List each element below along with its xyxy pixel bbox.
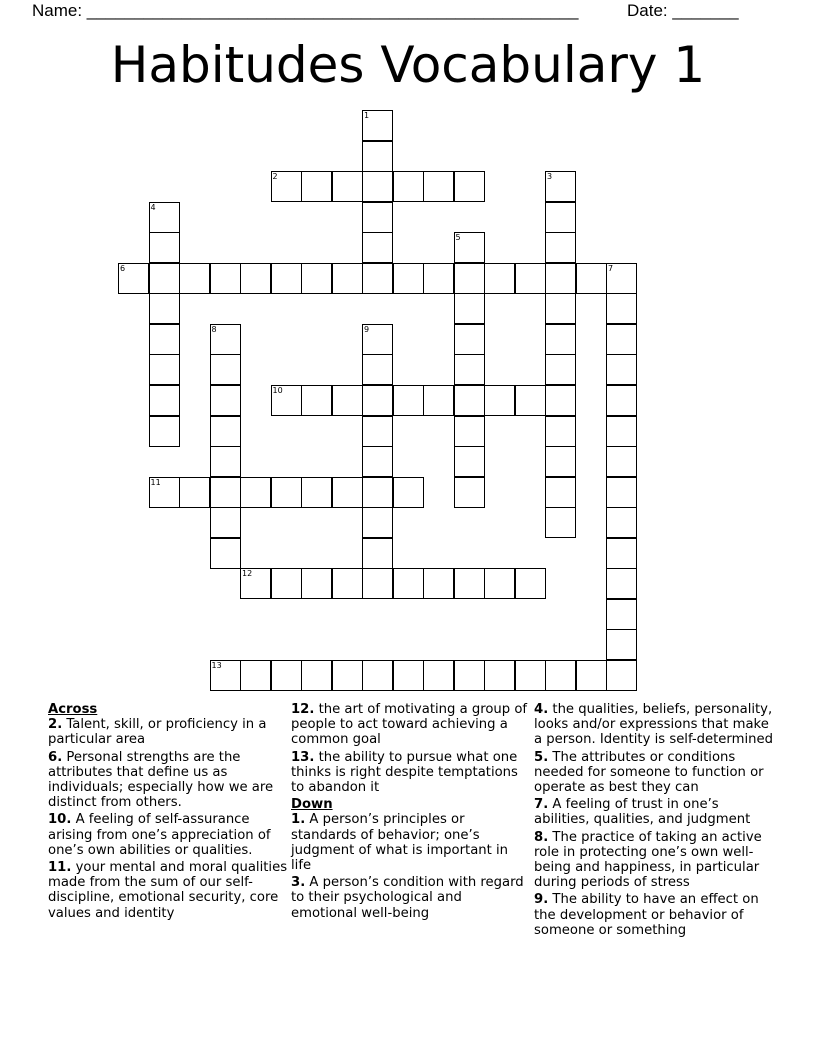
clue-number: 5 (534, 749, 544, 765)
clue-number: 8 (534, 829, 544, 845)
grid-cell[interactable] (271, 171, 302, 202)
grid-cell[interactable] (332, 568, 363, 599)
grid-cell[interactable] (606, 416, 637, 447)
grid-cell[interactable] (393, 568, 424, 599)
grid-cell[interactable] (393, 263, 424, 294)
grid-cell[interactable] (362, 477, 393, 508)
grid-cell[interactable] (271, 660, 302, 691)
grid-cell[interactable] (210, 354, 241, 385)
grid-cell[interactable] (606, 507, 637, 538)
clue-text: The attributes or conditions needed for someone to function or operate as best they can (534, 749, 764, 796)
grid-cell[interactable] (484, 568, 515, 599)
grid-cell[interactable] (515, 385, 546, 416)
grid-cell[interactable] (393, 660, 424, 691)
grid-cell[interactable] (149, 354, 180, 385)
grid-cell[interactable] (149, 293, 180, 324)
clue-down-5: 5. The attributes or conditions needed for someone to function or operate as best they can (534, 749, 764, 796)
grid-cell[interactable] (240, 263, 271, 294)
grid-cell[interactable] (393, 385, 424, 416)
clue-text: A person’s principles or standards of behavior; one’s judgment of what is important in life (291, 812, 509, 874)
cell-number: 1 (364, 111, 370, 120)
grid-cell[interactable] (240, 477, 271, 508)
clue-across-12: 12. the art of motivating a group of people to act toward achieving a common goal (291, 702, 528, 748)
clues-column-2 (291, 702, 531, 923)
clue-across-2: 2. Talent, skill, or proficiency in a particular area (48, 717, 267, 748)
grid-cell[interactable] (362, 660, 393, 691)
grid-cell[interactable] (332, 385, 363, 416)
grid-cell[interactable] (362, 538, 393, 569)
grid-cell[interactable] (271, 385, 302, 416)
grid-cell[interactable] (454, 324, 485, 355)
cell-number: 11 (150, 477, 161, 487)
cell-number: 5 (455, 233, 461, 243)
grid-cell[interactable] (606, 660, 637, 691)
grid-cell[interactable] (545, 293, 576, 324)
date-field[interactable]: Date: _______ (627, 1, 739, 20)
grid-cell[interactable] (332, 660, 363, 691)
cell-number: 13 (211, 660, 222, 670)
grid-cell[interactable] (545, 416, 576, 447)
clues-column-3 (534, 702, 774, 940)
clue-across-13: 13. the ability to pursue what one thinks is right despite temptations to abandon it (291, 749, 518, 796)
cell-number: 9 (364, 324, 370, 334)
page-title: Habitudes Vocabulary 1 (110, 36, 706, 94)
clue-down-7: 7. A feeling of trust in one’s abilities, qualities, and judgment (534, 797, 751, 828)
grid-cell[interactable] (301, 660, 332, 691)
grid-cell[interactable] (210, 263, 241, 294)
grid-cell[interactable] (149, 263, 180, 294)
grid-cell[interactable] (210, 446, 241, 477)
clue-text: The ability to have an effect on the development or behavior of someone or something (534, 892, 759, 938)
grid-cell[interactable] (240, 568, 271, 599)
grid-cell[interactable] (606, 354, 637, 385)
grid-cell[interactable] (423, 385, 454, 416)
grid-cell[interactable] (210, 416, 241, 447)
grid-cell[interactable] (454, 385, 485, 416)
grid-cell[interactable] (423, 660, 454, 691)
cell-number: 8 (211, 324, 217, 334)
grid-cell[interactable] (576, 263, 607, 294)
grid-cell[interactable] (393, 171, 424, 202)
grid-cell[interactable] (576, 660, 607, 691)
clue-text: A person’s condition with regard to their psychological and emotional well-being (291, 875, 524, 921)
grid-cell[interactable] (454, 568, 485, 599)
grid-cell[interactable] (606, 629, 637, 660)
grid-cell[interactable] (179, 477, 210, 508)
across-heading: Across (48, 702, 98, 717)
grid-cell[interactable] (545, 263, 576, 294)
grid-cell[interactable] (271, 568, 302, 599)
grid-cell[interactable] (149, 324, 180, 355)
grid-cell[interactable] (545, 477, 576, 508)
clue-down-1: 1. A person’s principles or standards of behavior; one’s judgment of what is important in life (291, 812, 509, 874)
clue-number: 4 (534, 702, 544, 717)
grid-cell[interactable] (606, 477, 637, 508)
grid-cell[interactable] (484, 660, 515, 691)
clue-text: your mental and moral qualities made from the sum of our self-discipline, emotional security, core values and identity (48, 860, 288, 921)
grid-cell[interactable] (118, 263, 149, 294)
clue-number: 11 (48, 860, 67, 876)
grid-cell[interactable] (515, 568, 546, 599)
cell-number: 2 (272, 172, 278, 182)
clue-text: the ability to pursue what one thinks is right despite temptations to abandon it (291, 749, 518, 796)
grid-cell[interactable] (454, 446, 485, 477)
grid-cell[interactable] (362, 110, 393, 141)
grid-cell[interactable] (362, 385, 393, 416)
grid-cell[interactable] (606, 324, 637, 355)
grid-cell[interactable] (301, 171, 332, 202)
grid-cell[interactable] (454, 416, 485, 447)
grid-cell[interactable] (515, 263, 546, 294)
grid-cell[interactable] (515, 660, 546, 691)
clue-number: 10 (48, 812, 67, 828)
grid-cell[interactable] (423, 263, 454, 294)
clue-text: Personal strengths are the attributes that define us as individuals; especially how we are distinct from others. (48, 749, 274, 811)
grid-cell[interactable] (362, 171, 393, 202)
grid-cell[interactable] (240, 660, 271, 691)
grid-cell[interactable] (301, 477, 332, 508)
grid-cell[interactable] (606, 568, 637, 599)
grid-cell[interactable] (332, 263, 363, 294)
grid-cell[interactable] (362, 354, 393, 385)
clue-number: 2 (48, 717, 58, 733)
grid-cell[interactable] (332, 477, 363, 508)
grid-cell[interactable] (484, 385, 515, 416)
grid-cell[interactable] (454, 477, 485, 508)
grid-cell[interactable] (149, 477, 180, 508)
grid-cell[interactable] (301, 568, 332, 599)
grid-cell[interactable] (271, 263, 302, 294)
grid-cell[interactable] (362, 232, 393, 263)
down-heading: Down (291, 797, 333, 813)
grid-cell[interactable] (454, 232, 485, 263)
clue-text: Talent, skill, or proficiency in a particular area (48, 717, 267, 748)
cell-number: 12 (242, 569, 253, 579)
grid-cell[interactable] (210, 477, 241, 508)
clue-across-10: 10. A feeling of self-assurance arising from one’s appreciation of one’s own abilities or qualities. (48, 812, 271, 858)
cell-number: 3 (547, 172, 553, 182)
grid-cell[interactable] (362, 416, 393, 447)
clue-text: the qualities, beliefs, personality, looks and/or expressions that make a person. Identity is self-determined (534, 702, 773, 748)
grid-cell[interactable] (454, 293, 485, 324)
grid-cell[interactable] (179, 263, 210, 294)
grid-cell[interactable] (301, 385, 332, 416)
grid-cell[interactable] (545, 446, 576, 477)
clue-number: 7 (534, 797, 544, 813)
clue-number: 1 (291, 812, 301, 828)
grid-cell[interactable] (545, 507, 576, 538)
grid-cell[interactable] (606, 293, 637, 324)
grid-cell[interactable] (545, 660, 576, 691)
clue-down-8: 8. The practice of taking an active role in protecting one’s own well-being and happiness, in particular during periods of stress (534, 829, 762, 891)
clues-column-1 (48, 702, 288, 923)
grid-cell[interactable] (545, 324, 576, 355)
clue-text: A feeling of self-assurance arising from one’s appreciation of one’s own abilities or qualities. (48, 812, 271, 858)
cell-number: 10 (272, 385, 283, 395)
grid-cell[interactable] (606, 263, 637, 294)
clue-down-9: 9. The ability to have an effect on the development or behavior of someone or something (534, 892, 759, 938)
grid-cell[interactable] (149, 416, 180, 447)
cell-number: 4 (150, 202, 156, 212)
clue-number: 12 (291, 702, 310, 717)
grid-cell[interactable] (362, 324, 393, 355)
grid-cell[interactable] (454, 660, 485, 691)
grid-cell[interactable] (210, 385, 241, 416)
grid-cell[interactable] (393, 477, 424, 508)
grid-cell[interactable] (545, 385, 576, 416)
grid-cell[interactable] (271, 477, 302, 508)
grid-cell[interactable] (210, 538, 241, 569)
grid-cell[interactable] (149, 202, 180, 233)
grid-cell[interactable] (545, 232, 576, 263)
grid-cell[interactable] (454, 354, 485, 385)
grid-cell[interactable] (149, 232, 180, 263)
grid-cell[interactable] (149, 385, 180, 416)
grid-cell[interactable] (545, 171, 576, 202)
clue-across-6: 6. Personal strengths are the attributes that define us as individuals; especially how we are distinct from others. (48, 749, 274, 811)
grid-cell[interactable] (423, 171, 454, 202)
grid-cell[interactable] (606, 385, 637, 416)
grid-cell[interactable] (362, 507, 393, 538)
clue-number: 3 (291, 875, 301, 891)
clue-number: 13 (291, 749, 310, 765)
clue-text: A feeling of trust in one’s abilities, qualities, and judgment (534, 797, 751, 828)
grid-cell[interactable] (484, 263, 515, 294)
name-field[interactable]: Name: ____________________________________________________ (32, 1, 579, 20)
cell-number: 6 (120, 263, 126, 273)
clue-text: The practice of taking an active role in protecting one’s own well-being and happiness, in particular during periods of stress (534, 829, 762, 891)
grid-cell[interactable] (454, 171, 485, 202)
grid-cell[interactable] (210, 324, 241, 355)
clue-number: 6 (48, 749, 58, 765)
grid-cell[interactable] (362, 141, 393, 172)
grid-cell[interactable] (362, 202, 393, 233)
grid-cell[interactable] (362, 568, 393, 599)
grid-cell[interactable] (210, 660, 241, 691)
grid-cell[interactable] (362, 446, 393, 477)
grid-cell[interactable] (606, 538, 637, 569)
clue-down-4: 4. the qualities, beliefs, personality, looks and/or expressions that make a person. Identity is self-determined (534, 702, 773, 748)
grid-cell[interactable] (454, 263, 485, 294)
grid-cell[interactable] (210, 507, 241, 538)
grid-cell[interactable] (332, 171, 363, 202)
grid-cell[interactable] (606, 599, 637, 630)
grid-cell[interactable] (301, 263, 332, 294)
grid-cell[interactable] (545, 354, 576, 385)
clue-down-3: 3. A person’s condition with regard to their psychological and emotional well-being (291, 875, 524, 921)
clue-number: 9 (534, 892, 544, 908)
clue-across-11: 11. your mental and moral qualities made from the sum of our self-discipline, emotional security, core values and identity (48, 860, 288, 921)
grid-cell[interactable] (545, 202, 576, 233)
cell-number: 7 (608, 263, 614, 273)
grid-cell[interactable] (362, 263, 393, 294)
clue-text: the art of motivating a group of people to act toward achieving a common goal (291, 702, 528, 748)
grid-cell[interactable] (606, 446, 637, 477)
grid-cell[interactable] (423, 568, 454, 599)
